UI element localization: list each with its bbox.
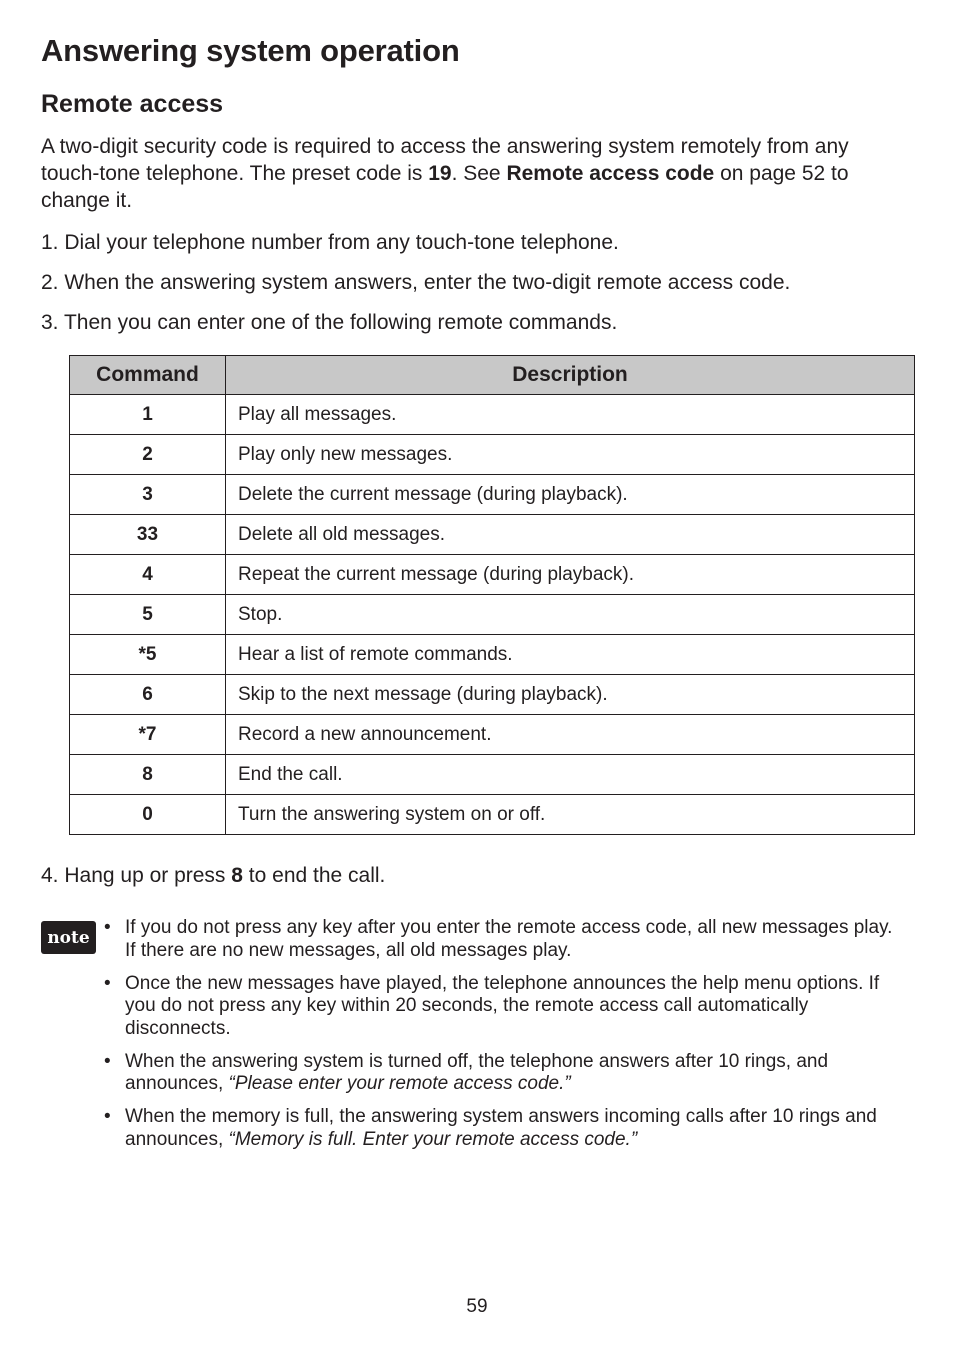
column-header-command: Command: [70, 356, 226, 395]
note-text: When the answering system is turned off, the telephone answers after 10 rings, and announces,: [125, 1050, 829, 1094]
description-cell: Play only new messages.: [226, 435, 915, 475]
note-item: [104, 1051, 894, 1096]
command-cell: 6: [70, 675, 226, 715]
table-row: [70, 795, 915, 835]
command-cell: 8: [70, 755, 226, 795]
remote-commands-table: [69, 355, 915, 835]
bullet-icon: •: [104, 1106, 111, 1127]
section-heading: Remote access: [41, 90, 224, 118]
table-row: [70, 675, 915, 715]
step-3: 3. Then you can enter one of the following remote commands.: [41, 311, 618, 334]
step-2: 2. When the answering system answers, enter the two-digit remote access code.: [41, 271, 791, 294]
description-cell: Skip to the next message (during playback).: [226, 675, 915, 715]
note-item: [104, 917, 894, 962]
bullet-icon: •: [104, 972, 111, 994]
end-call-key: 8: [231, 864, 243, 887]
description-cell: Record a new announcement.: [226, 715, 915, 755]
table-row: [70, 715, 915, 755]
note-text: Once the new messages have played, the telephone announces the help menu options. If you do not press any key within 20 seconds, the remote access call automatically disconnects.: [125, 972, 880, 1039]
table-row: [70, 635, 915, 675]
description-cell: Play all messages.: [226, 395, 915, 435]
table-row: [70, 515, 915, 555]
description-cell: Hear a list of remote commands.: [226, 635, 915, 675]
description-cell: Delete the current message (during playback).: [226, 475, 915, 515]
intro-text-3: on page 52 to change it.: [41, 162, 849, 212]
note-badge: note: [41, 921, 96, 954]
command-cell: *7: [70, 715, 226, 755]
command-cell: 0: [70, 795, 226, 835]
command-cell: 4: [70, 555, 226, 595]
command-cell: 5: [70, 595, 226, 635]
table-header-row: [70, 356, 915, 395]
table-row: [70, 395, 915, 435]
note-text: If you do not press any key after you enter the remote access code, all new messages play. If there are no new messages, all old messages play.: [125, 917, 893, 961]
note-item: [104, 973, 894, 1041]
table-row: [70, 595, 915, 635]
intro-text-1: A two-digit security code is required to access the answering system remotely from any touch-tone telephone. The preset code is: [41, 135, 849, 185]
table-row: [70, 755, 915, 795]
intro-paragraph: [41, 133, 901, 214]
command-cell: 33: [70, 515, 226, 555]
step-4-text-1: 4. Hang up or press: [41, 864, 232, 887]
command-cell: 3: [70, 475, 226, 515]
column-header-description: Description: [226, 356, 915, 395]
command-cell: 1: [70, 395, 226, 435]
bullet-icon: •: [104, 917, 111, 938]
note-quote: “Memory is full. Enter your remote access code.”: [228, 1128, 638, 1150]
description-cell: Stop.: [226, 595, 915, 635]
notes-list: [104, 917, 894, 1162]
page-number: 59: [466, 1296, 488, 1317]
intro-text-2: . See: [451, 162, 507, 185]
description-cell: Turn the answering system on or off.: [226, 795, 915, 835]
command-cell: *5: [70, 635, 226, 675]
step-4-text-2: to end the call.: [242, 864, 386, 887]
preset-code: 19: [428, 162, 452, 185]
note-text: When the memory is full, the answering system answers incoming calls after 10 rings and announces,: [125, 1106, 877, 1150]
table-row: [70, 555, 915, 595]
description-cell: Repeat the current message (during playback).: [226, 555, 915, 595]
page-title: Answering system operation: [41, 33, 460, 68]
note-item: [104, 1106, 894, 1151]
description-cell: Delete all old messages.: [226, 515, 915, 555]
note-quote: “Please enter your remote access code.”: [228, 1073, 571, 1094]
table-row: [70, 475, 915, 515]
step-4: [41, 862, 385, 889]
bullet-icon: •: [104, 1050, 111, 1072]
command-cell: 2: [70, 435, 226, 475]
step-1: 1. Dial your telephone number from any touch-tone telephone.: [41, 231, 619, 254]
table-row: [70, 435, 915, 475]
description-cell: End the call.: [226, 755, 915, 795]
remote-access-code-reference: Remote access code: [506, 162, 715, 185]
